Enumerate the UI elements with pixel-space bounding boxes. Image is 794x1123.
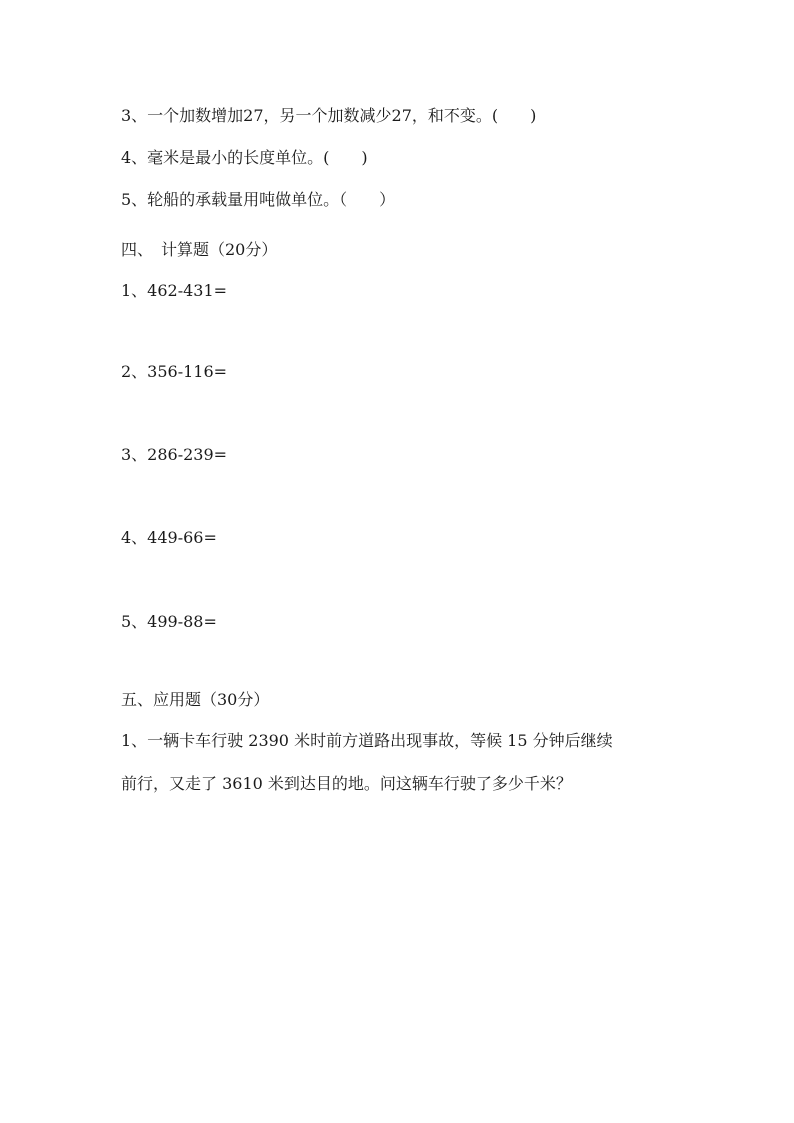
true-false-item-4: 4、毫米是最小的长度单位。( ) — [121, 148, 368, 167]
true-false-item-3: 3、一个加数增加27，另一个加数减少27，和不变。( ) — [121, 106, 537, 125]
section-heading-calculation: 四、 计算题（20分） — [121, 240, 278, 259]
calculation-item-2: 2、356-116= — [121, 362, 228, 381]
true-false-item-5: 5、轮船的承载量用吨做单位。（ ） — [121, 190, 396, 209]
application-item-1-line-2: 前行，又走了 3610 米到达目的地。问这辆车行驶了多少千米？ — [121, 774, 572, 793]
section-heading-application: 五、应用题（30分） — [121, 690, 270, 709]
calculation-item-3: 3、286-239= — [121, 445, 228, 464]
calculation-item-1: 1、462-431= — [121, 281, 228, 300]
calculation-item-4: 4、449-66= — [121, 528, 217, 547]
calculation-item-5: 5、499-88= — [121, 612, 217, 631]
application-item-1-line-1: 1、一辆卡车行驶 2390 米时前方道路出现事故，等候 15 分钟后继续 — [121, 731, 613, 750]
